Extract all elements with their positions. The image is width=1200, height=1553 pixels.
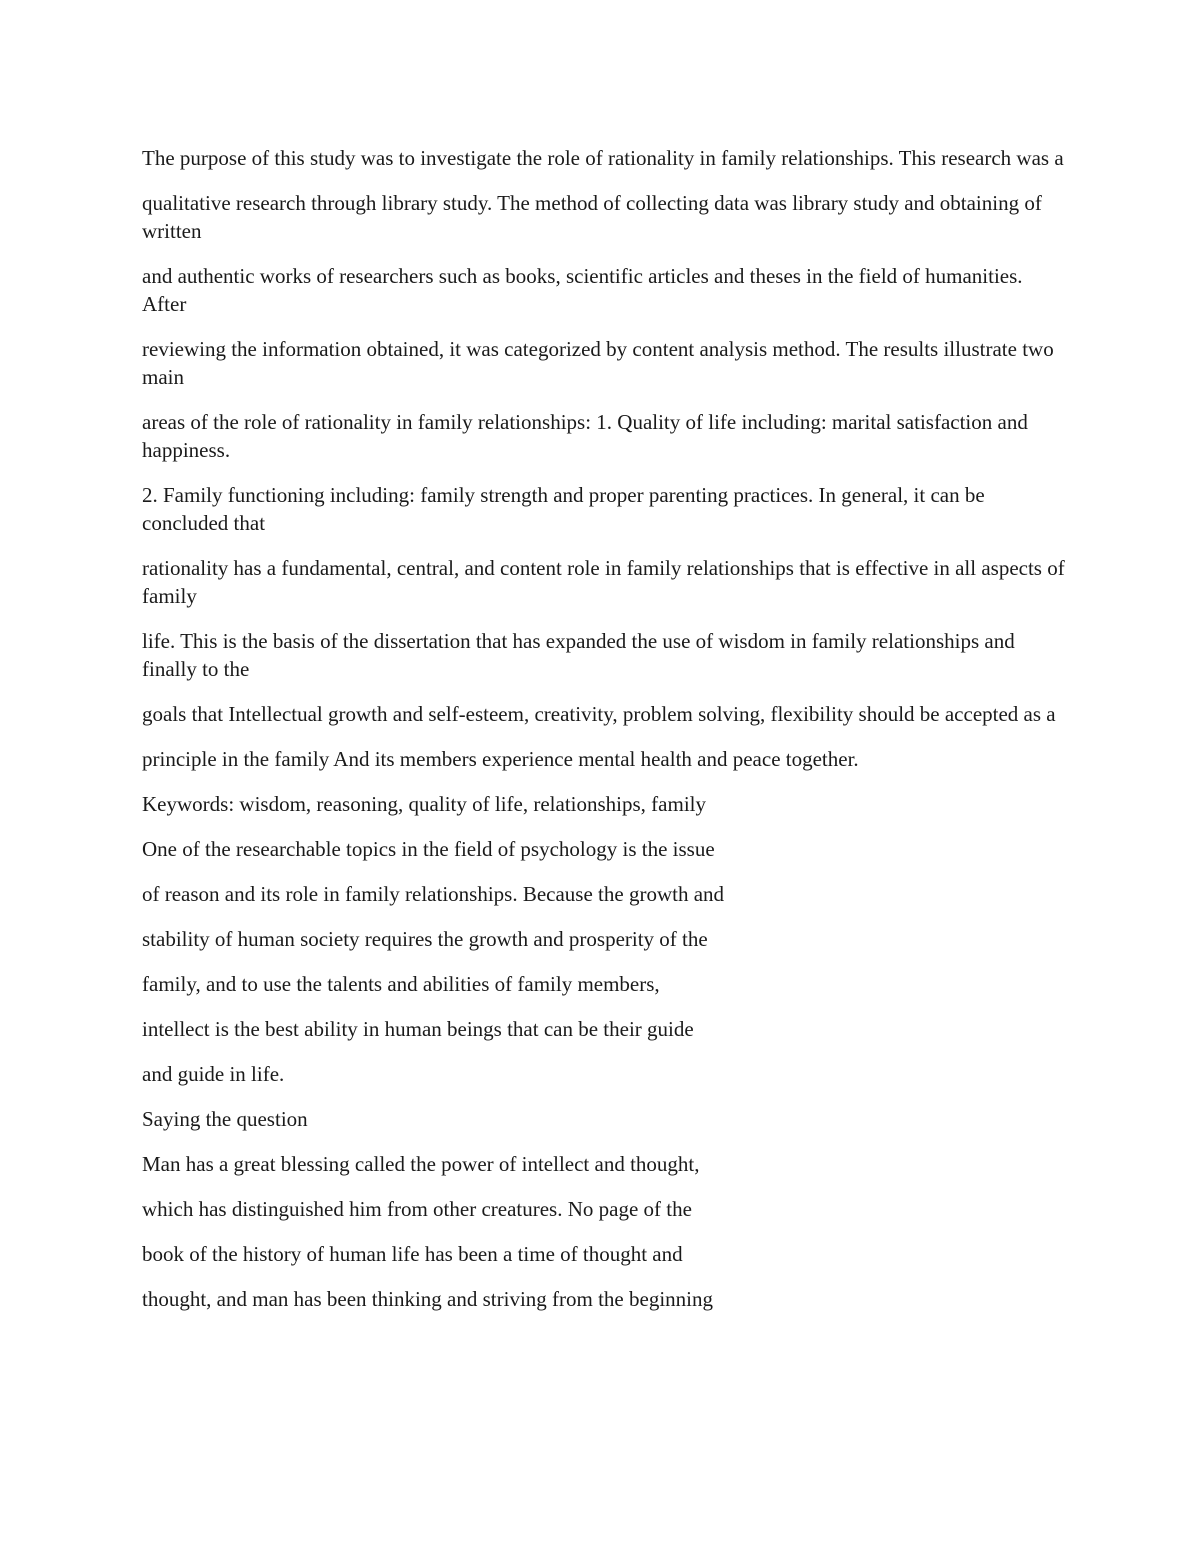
paragraph: of reason and its role in family relationships. Because the growth and <box>142 882 725 906</box>
keywords-line: Keywords: wisdom, reasoning, quality of life, relationships, family <box>142 792 706 816</box>
paragraph: intellect is the best ability in human beings that can be their guide <box>142 1017 694 1041</box>
paragraph: Man has a great blessing called the power of intellect and thought, <box>142 1152 700 1176</box>
paragraph: stability of human society requires the growth and prosperity of the <box>142 927 708 951</box>
paragraph: thought, and man has been thinking and striving from the beginning <box>142 1287 713 1311</box>
paragraph: which has distinguished him from other creatures. No page of the <box>142 1197 692 1221</box>
paragraph: family, and to use the talents and abilities of family members, <box>142 972 660 996</box>
paragraph: life. This is the basis of the dissertation that has expanded the use of wisdom in family relationships and finally to the <box>142 629 1015 681</box>
paragraph: areas of the role of rationality in family relationships: 1. Quality of life including: marital satisfaction and happiness. <box>142 410 1028 462</box>
paragraph: One of the researchable topics in the field of psychology is the issue <box>142 837 715 861</box>
paragraph: goals that Intellectual growth and self-esteem, creativity, problem solving, flexibility should be accepted as a <box>142 702 1056 726</box>
paragraph: principle in the family And its members experience mental health and peace together. <box>142 747 859 771</box>
paragraph: book of the history of human life has been a time of thought and <box>142 1242 683 1266</box>
paragraph: reviewing the information obtained, it was categorized by content analysis method. The results illustrate two main <box>142 337 1054 389</box>
paragraph: and authentic works of researchers such as books, scientific articles and theses in the field of humanities. After <box>142 264 1023 316</box>
paragraph: qualitative research through library study. The method of collecting data was library study and obtaining of written <box>142 191 1042 243</box>
document-body <box>142 144 1067 1330</box>
paragraph: The purpose of this study was to investigate the role of rationality in family relationships. This research was a <box>142 146 1064 170</box>
paragraph: and guide in life. <box>142 1062 285 1086</box>
paragraph: rationality has a fundamental, central, and content role in family relationships that is effective in all aspects of family <box>142 556 1065 608</box>
paragraph: 2. Family functioning including: family strength and proper parenting practices. In general, it can be concluded that <box>142 483 985 535</box>
section-heading: Saying the question <box>142 1107 308 1131</box>
